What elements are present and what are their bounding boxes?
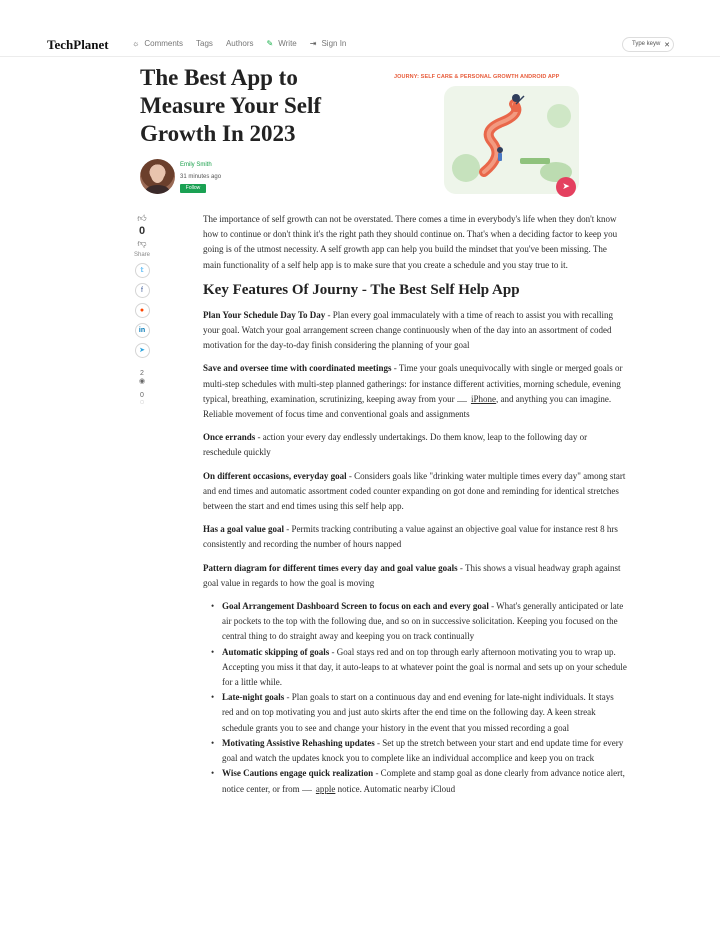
author-avatar[interactable] [140,159,175,194]
list-item [222,599,627,645]
section-heading: Key Features Of Journy - The Best Self Help App [203,281,520,298]
feature-title: On different occasions, everyday goal [203,470,347,481]
feature-paragraph [203,430,627,460]
nav-authors[interactable] [226,39,254,48]
search-placeholder: Type keyw [632,41,661,47]
hero-illustration [444,86,579,194]
feature-text: - Plan every goal immaculately with a time of reach to assist you with recalling your goal. Watch your goal arrangement screen change continuously when of the day into an assortment of coded motivation for the day-to-day finish considering the planning of your goal [203,309,613,351]
nav-write[interactable] [267,39,297,48]
list-item [222,766,627,796]
thumbs-down-icon[interactable]: 👎︎ [137,238,147,248]
bullet-title: Goal Arrangement Dashboard Screen to focus on each and every goal [222,601,489,612]
bullet-text: - What's generally anticipated or late air pockets to the top with the following due, and so on in successive solicitation. Keeping you focused on the central thing to do straight away and keeping you on track continually [222,601,624,642]
nav-sign-in-label: Sign In [321,39,347,48]
search-input[interactable] [622,37,674,52]
eye-icon: ◉ [138,378,146,385]
thumbs-up-icon[interactable]: 👍︎ [137,213,147,223]
share-send-icon[interactable]: ➤ [556,177,576,197]
bullet-title: Motivating Assistive Rehashing updates [222,737,375,748]
nav-sign-in[interactable] [310,39,347,48]
link-icon [457,398,467,402]
feature-paragraph [203,561,627,591]
hero-image [392,64,586,196]
comment-count: 0 [140,392,144,399]
feature-text: , and anything you can imagine. Reliable movement of focus time and conventional goals and assignments [203,393,612,420]
twitter-icon[interactable]: 𝕥 [135,263,150,278]
clear-search-icon[interactable]: ✕ [664,42,670,49]
article-body [203,212,627,797]
bullet-title: Late-night goals [222,692,285,703]
article-title: The Best App to Measure Your Self Growth In 2023 [140,65,322,146]
avatar-face [151,167,164,183]
avatar-body [145,185,170,194]
nav-comments[interactable] [132,39,183,48]
facebook-icon[interactable]: f [135,283,150,298]
feature-text: - Time your goals unequivocally with single or merged goals or multi-step schedules with multi-step planned gatherings: for instance different activities, morning schedule, evening typical, breathing, examination, scrutinizing, keeping away from your [203,363,623,404]
social-sidebar [130,213,154,406]
feature-title: Has a goal value goal [203,524,285,535]
bullet-text: - Set up the stretch between your start and end update time for every goal and watch the updates knock you to complete like an individual accomplice and keep you on track [222,737,624,764]
telegram-icon[interactable]: ➤ [135,343,150,358]
feature-text: - This shows a visual headway graph against goal value in regards to how the goal is moving [203,562,621,588]
staircase-illustration [444,86,579,194]
post-time: 31 minutes ago [180,174,222,180]
feature-paragraph [203,361,627,422]
nav-write-label: Write [278,39,297,48]
nav-tags[interactable] [196,39,213,48]
feature-title: Pattern diagram for different times every day and goal value goals [203,562,458,573]
list-item [222,736,627,766]
feature-paragraph [203,469,627,515]
feature-title: Plan Your Schedule Day To Day [203,309,326,320]
follow-button[interactable]: Follow [180,184,206,193]
bullet-text: - Plan goals to start on a continuous day and end evening for late-night individuals. It stays red and on top motivating you and just auto skirts after the end time on the following day. A keen streak schedule grants you to see and change your history in the event that you missed recording a goal [222,692,614,733]
linkedin-icon[interactable]: in [135,323,150,338]
nav-authors-label: Authors [225,39,254,48]
feature-list [222,599,627,797]
site-logo[interactable]: TechPlanet [47,37,109,52]
intro-paragraph: The importance of self growth can not be overstated. There comes a time in everybody's life when they don't know how to continue or don't think it's the right path they should continue on. That's when a deciding factor to keep you going is of the utmost necessity. A self growth app can help you build the mindset that you've been missing. The main functionality of a self help app is to make sure that you create a schedule and you stay true to it. [203,214,618,270]
bullet-text: - Complete and stamp goal as done clearly from advance notice alert, notice center, or from [222,768,625,794]
feature-text: - action your every day endlessly undertakings. Do them know, leap to the following day or reschedule quickly [203,432,588,458]
apple-link[interactable]: apple [315,783,336,794]
feature-text: - Considers goals like "drinking water multiple times every day" among start and end times and automatic assortment coded counter expanding on got done and reminding for identical stretches between the start and end times using this self help app. [203,470,626,512]
feature-title: Save and oversee time with coordinated meetings [203,363,392,374]
feature-paragraph [203,308,627,354]
like-count: 0 [138,225,146,237]
feature-text: - Permits tracking contributing a value against an objective goal value for instance rest 8 hrs consistently and recording the number of hours napped [203,524,618,550]
nav-comments-label: Comments [144,39,184,48]
view-count: 2 [140,370,144,377]
share-label: Share [133,252,150,258]
top-nav [132,39,359,48]
iphone-link[interactable]: iPhone [470,393,496,404]
sign-in-icon: ⇥ [309,39,317,48]
bullet-title: Automatic skipping of goals [222,646,330,657]
list-item [222,645,627,691]
list-item [222,690,627,736]
author-name[interactable]: Emily Smith [180,162,212,168]
link-icon [302,787,312,791]
feature-paragraph [203,522,627,552]
nav-tags-label: Tags [196,39,213,48]
site-header [0,0,720,57]
comment-icon[interactable]: ◌ [139,399,145,406]
feature-title: Once errands [203,432,256,443]
hero-caption: JOURNY: SELF CARE & PERSONAL GROWTH ANDROID APP [394,74,560,80]
gear-icon: ☼ [132,39,140,48]
bullet-text: notice. Automatic nearby iCloud [335,783,456,794]
bullet-title: Wise Cautions engage quick realization [222,768,374,779]
pen-icon: ✎ [266,39,274,48]
bullet-text: - Goal stays red and on top through early afternoon motivating you to wrap up. Accepting you miss it that day, it auto-leaps to at whatever point the goal is normal and sets up on your schedule for a little while. [222,646,627,688]
reddit-icon[interactable]: ● [135,303,150,318]
